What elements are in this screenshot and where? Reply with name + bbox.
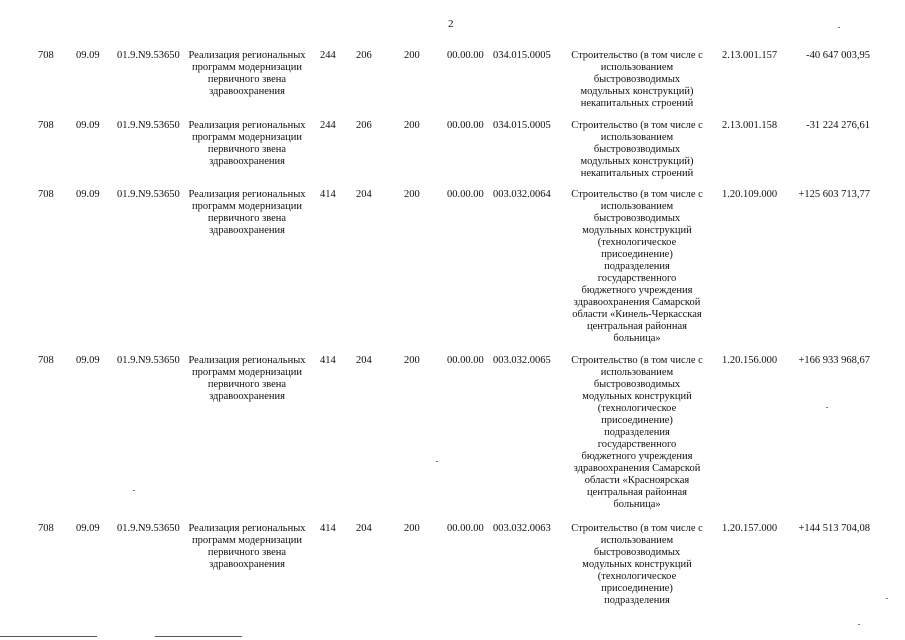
cell-kvsr: 708 [38,189,54,200]
cell-subtype: 00.00.00 [447,50,484,61]
cell-account-code: 2.13.001.158 [722,120,778,131]
cell-description-line: Строительство (в том числе с [571,120,703,131]
cell-amount: -40 647 003,95 [806,50,870,61]
cell-description-line: Строительство (в том числе с [571,523,703,534]
cell-kosgu: 206 [356,50,372,61]
cell-description-line: присоединение) [601,583,673,594]
cell-name-line: первичного звена [207,144,287,155]
cell-description-line: модульных конструкций [582,391,692,402]
cell-kvsr: 708 [38,50,54,61]
cell-description-line: быстровозводимых [593,547,681,558]
cell-subtype: 00.00.00 [447,355,484,366]
cell-name [184,189,310,237]
cell-kvsr: 708 [38,120,54,131]
cell-subtype: 00.00.00 [447,120,484,131]
cell-name [184,120,310,168]
cell-account-code: 1.20.157.000 [722,523,778,534]
cell-income-code: 200 [404,523,420,534]
cell-subtype: 00.00.00 [447,523,484,534]
cell-account-code: 2.13.001.157 [722,50,778,61]
cell-name-line: Реализация региональных [188,50,306,61]
cell-description [562,523,712,607]
cell-target-article: 01.9.N9.53650 [117,189,180,200]
cell-section: 09.09 [76,355,100,366]
cell-income-code: 200 [404,189,420,200]
cell-kosgu: 204 [356,189,372,200]
cell-name-line: программ модернизации [192,62,302,73]
cell-description [562,355,712,511]
cell-name [184,50,310,98]
cell-kosgu: 206 [356,120,372,131]
cell-name [184,355,310,403]
cell-expense-type: 244 [320,50,336,61]
cell-section: 09.09 [76,189,100,200]
cell-description-line: подразделения [604,261,670,272]
cell-kvsr: 708 [38,355,54,366]
cell-name-line: программ модернизации [192,132,302,143]
cell-kosgu: 204 [356,355,372,366]
cell-description-line: (технологическое [597,571,677,582]
cell-description-line: быстровозводимых [593,144,681,155]
cell-expense-type: 414 [320,189,336,200]
cell-description-line: быстровозводимых [593,74,681,85]
cell-section: 09.09 [76,50,100,61]
scan-speck [886,598,888,599]
cell-description-line: использованием [600,201,674,212]
scan-speck [838,27,840,28]
scan-speck [858,624,860,625]
cell-name-line: здравоохранения [209,391,285,402]
cell-description [562,189,712,345]
cell-name-line: здравоохранения [209,86,285,97]
cell-description-line: (технологическое [597,403,677,414]
cell-income-code: 200 [404,355,420,366]
cell-expense-type: 414 [320,523,336,534]
cell-target-article: 01.9.N9.53650 [117,355,180,366]
cell-name-line: здравоохранения [209,225,285,236]
cell-kosgu: 204 [356,523,372,534]
cell-name-line: программ модернизации [192,535,302,546]
cell-name-line: первичного звена [207,213,287,224]
cell-name-line: здравоохранения [209,559,285,570]
cell-description [562,50,712,110]
cell-account-code: 1.20.109.000 [722,189,778,200]
cell-description-line: бюджетного учреждения [581,285,693,296]
cell-amount: +166 933 968,67 [798,355,870,366]
cell-income-code: 200 [404,50,420,61]
cell-description-line: использованием [600,535,674,546]
cell-object-code: 003.032.0064 [493,189,551,200]
cell-description-line: модульных конструкций [582,559,692,570]
cell-description-line: (технологическое [597,237,677,248]
cell-description-line: центральная районная [587,487,687,498]
cell-amount: +125 603 713,77 [798,189,870,200]
cell-description-line: использованием [600,367,674,378]
cell-amount: -31 224 276,61 [806,120,870,131]
cell-name-line: Реализация региональных [188,355,306,366]
footer-rule-right [155,636,242,637]
cell-name-line: первичного звена [207,547,287,558]
cell-name-line: программ модернизации [192,201,302,212]
cell-account-code: 1.20.156.000 [722,355,778,366]
cell-name-line: первичного звена [207,74,287,85]
cell-description-line: государственного [597,273,677,284]
cell-description-line: подразделения [604,427,670,438]
cell-name-line: здравоохранения [209,156,285,167]
cell-description-line: области «Красноярская [584,475,690,486]
cell-description-line: модульных конструкций [582,225,692,236]
cell-description-line: некапитальных строений [580,98,694,109]
cell-description-line: здравоохранения Самарской [573,297,701,308]
cell-object-code: 034.015.0005 [493,120,551,131]
cell-description-line: использованием [600,62,674,73]
cell-description-line: присоединение) [601,249,673,260]
cell-description-line: быстровозводимых [593,379,681,390]
cell-target-article: 01.9.N9.53650 [117,523,180,534]
cell-description-line: здравоохранения Самарской [573,463,701,474]
cell-description-line: модульных конструкций) [580,156,694,167]
cell-object-code: 003.032.0065 [493,355,551,366]
cell-description-line: больница» [613,499,661,510]
cell-target-article: 01.9.N9.53650 [117,120,180,131]
cell-object-code: 034.015.0005 [493,50,551,61]
cell-amount: +144 513 704,08 [798,523,870,534]
cell-description-line: центральная районная [587,321,687,332]
cell-description-line: модульных конструкций) [580,86,694,97]
cell-name-line: Реализация региональных [188,120,306,131]
cell-name-line: Реализация региональных [188,523,306,534]
cell-expense-type: 244 [320,120,336,131]
cell-section: 09.09 [76,523,100,534]
cell-description-line: государственного [597,439,677,450]
cell-name-line: программ модернизации [192,367,302,378]
cell-kvsr: 708 [38,523,54,534]
cell-name-line: первичного звена [207,379,287,390]
footer-rule-left [0,636,97,637]
cell-description-line: области «Кинель-Черкасская [572,309,702,320]
cell-name-line: Реализация региональных [188,189,306,200]
cell-subtype: 00.00.00 [447,189,484,200]
cell-description-line: Строительство (в том числе с [571,355,703,366]
scan-speck [436,461,438,462]
cell-description-line: Строительство (в том числе с [571,50,703,61]
page-number: 2 [448,18,454,30]
cell-description-line: бюджетного учреждения [581,451,693,462]
cell-name [184,523,310,571]
cell-description-line: использованием [600,132,674,143]
cell-description-line: присоединение) [601,415,673,426]
cell-object-code: 003.032.0063 [493,523,551,534]
cell-description [562,120,712,180]
cell-income-code: 200 [404,120,420,131]
scan-speck [826,407,828,408]
cell-expense-type: 414 [320,355,336,366]
cell-description-line: некапитальных строений [580,168,694,179]
cell-description-line: подразделения [604,595,670,606]
cell-description-line: быстровозводимых [593,213,681,224]
cell-description-line: Строительство (в том числе с [571,189,703,200]
scan-speck [133,490,135,491]
cell-description-line: больница» [613,333,661,344]
cell-target-article: 01.9.N9.53650 [117,50,180,61]
cell-section: 09.09 [76,120,100,131]
